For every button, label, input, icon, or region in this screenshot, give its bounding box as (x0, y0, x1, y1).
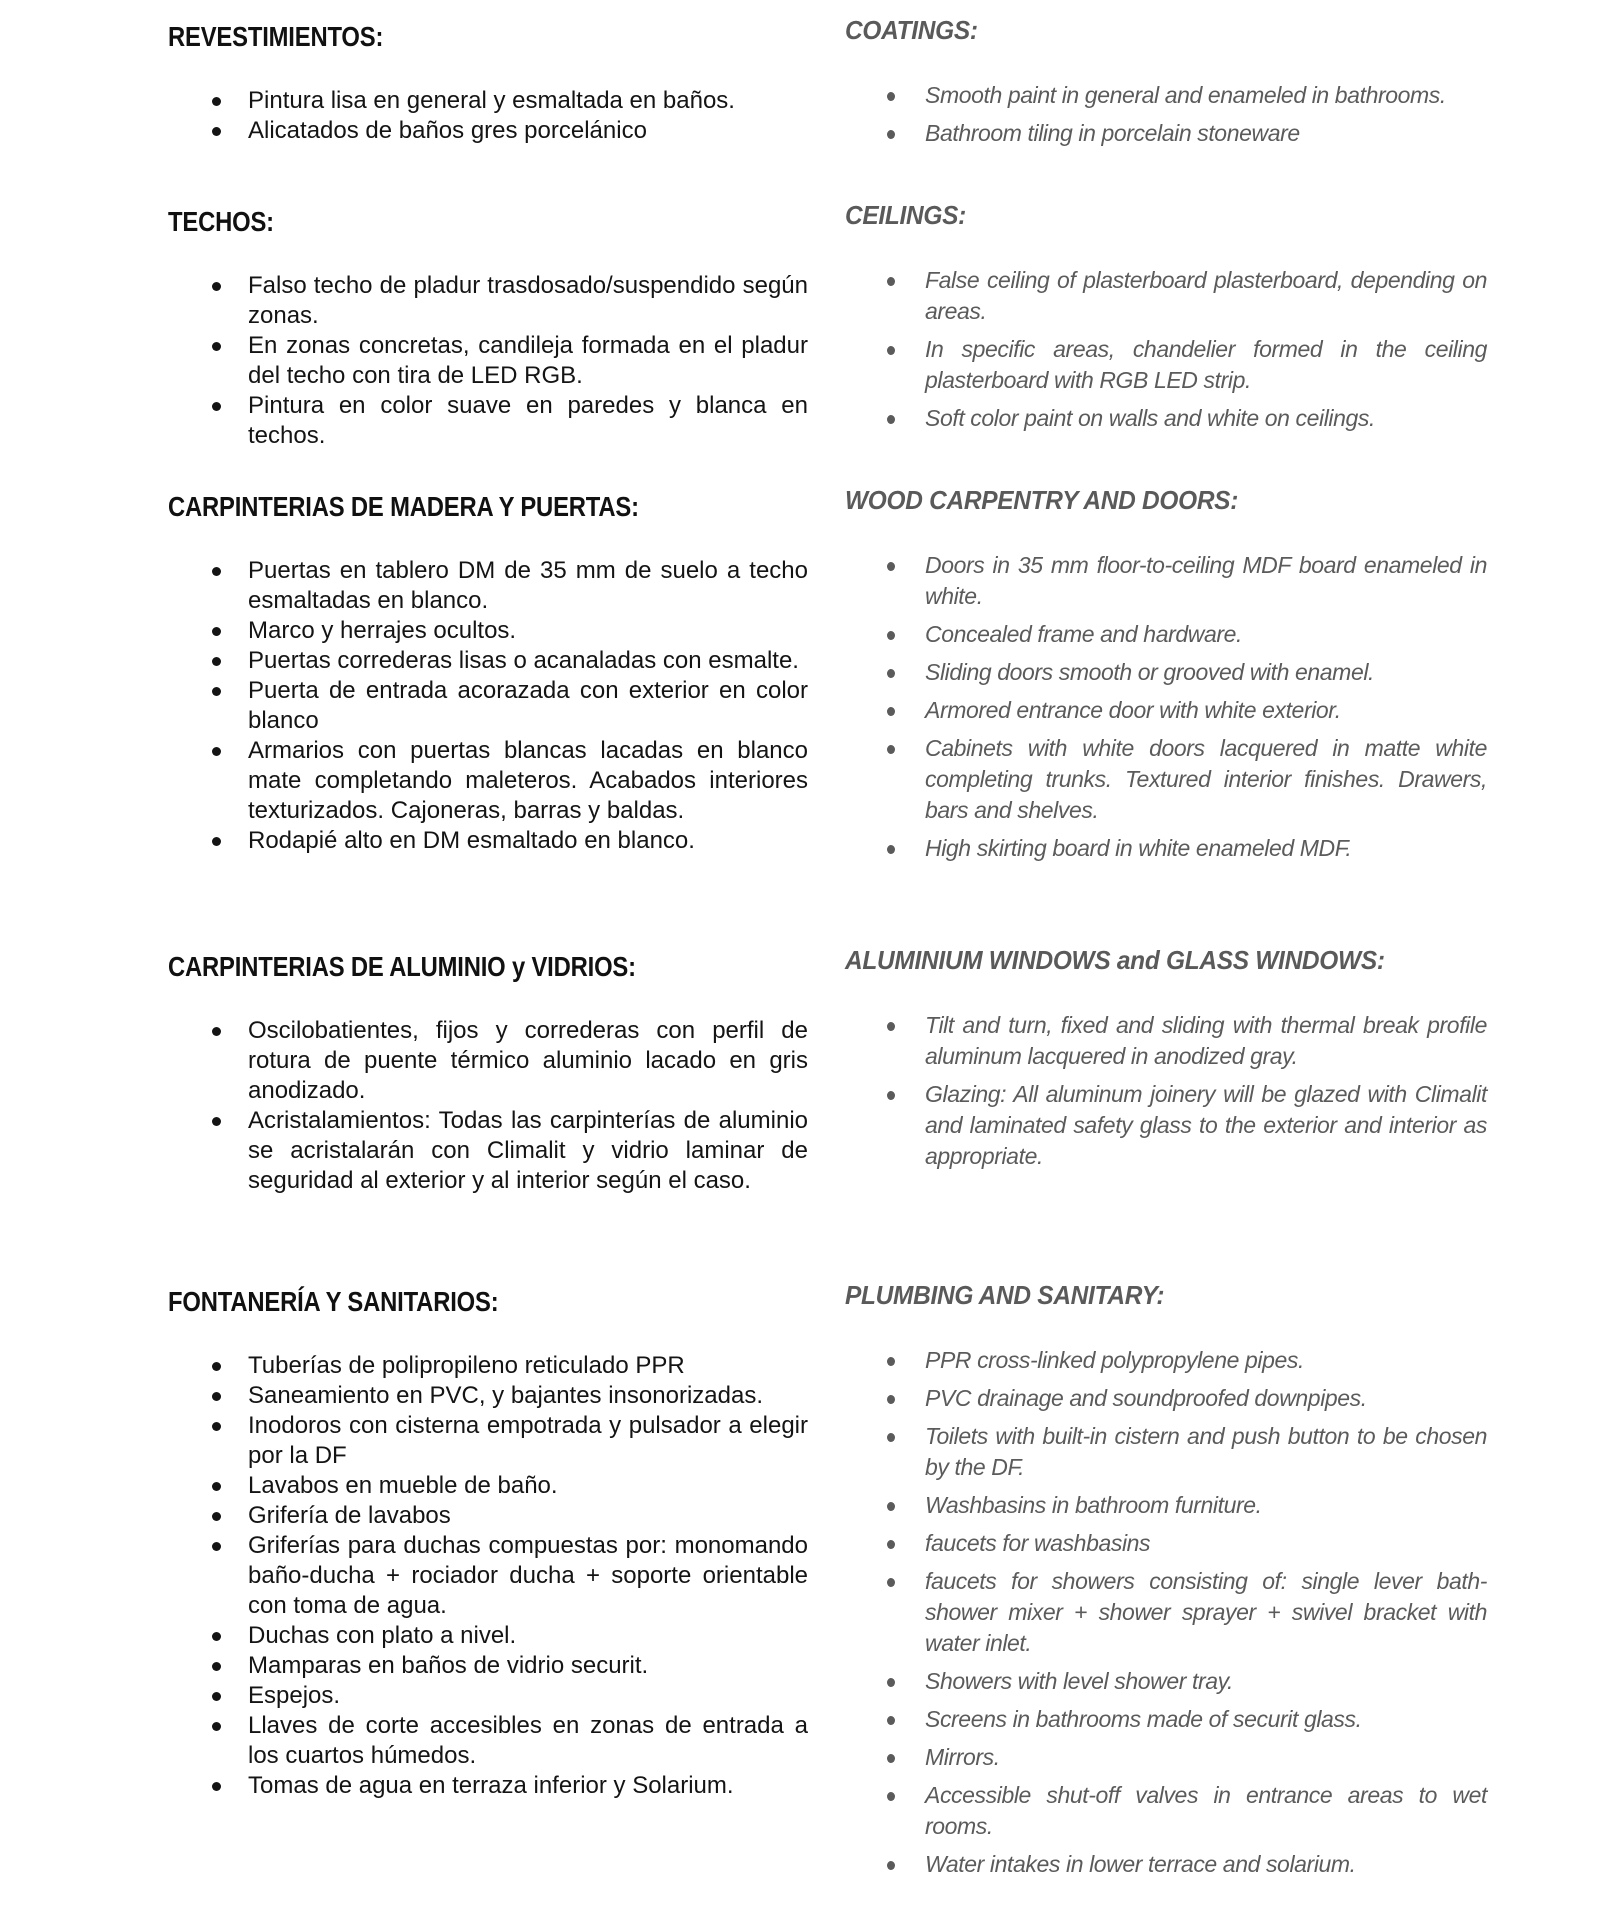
list-item: False ceiling of plasterboard plasterboard, depending on areas. (845, 265, 1487, 327)
list-item: Toilets with built-in cistern and push button to be chosen by the DF. (845, 1421, 1487, 1483)
list-item: Water intakes in lower terrace and solarium. (845, 1849, 1487, 1880)
list-item: faucets for showers consisting of: single lever bath-shower mixer + shower sprayer + swivel bracket with water inlet. (845, 1566, 1487, 1659)
section-column-spanish (168, 207, 808, 451)
list-item: High skirting board in white enameled MDF. (845, 833, 1487, 864)
list-item: Doors in 35 mm floor-to-ceiling MDF board enameled in white. (845, 550, 1487, 612)
list-item: Rodapié alto en DM esmaltado en blanco. (168, 826, 808, 856)
list-item: Accessible shut-off valves in entrance areas to wet rooms. (845, 1780, 1487, 1842)
section-heading-spanish: CARPINTERIAS DE ALUMINIO y VIDRIOS: (168, 951, 636, 982)
list-item: Espejos. (168, 1681, 808, 1711)
bullet-list-spanish (168, 271, 808, 451)
list-item: Glazing: All aluminum joinery will be glazed with Climalit and laminated safety glass to the exterior and interior as appropriate. (845, 1079, 1487, 1172)
list-item: Washbasins in bathroom furniture. (845, 1490, 1487, 1521)
section-column-english (845, 1279, 1487, 1887)
section-column-spanish (168, 22, 808, 146)
list-item: PPR cross-linked polypropylene pipes. (845, 1345, 1487, 1376)
list-item: Sliding doors smooth or grooved with enamel. (845, 657, 1487, 688)
section-heading-english: CEILINGS: (845, 200, 967, 230)
bullet-list-english (845, 265, 1487, 434)
section-column-spanish (168, 952, 808, 1196)
list-item: Inodoros con cisterna empotrada y pulsador a elegir por la DF (168, 1411, 808, 1471)
list-item: Showers with level shower tray. (845, 1666, 1487, 1697)
list-item: Mirrors. (845, 1742, 1487, 1773)
section-row (168, 1280, 1487, 1887)
list-item: Smooth paint in general and enameled in bathrooms. (845, 80, 1487, 111)
list-item: Bathroom tiling in porcelain stoneware (845, 118, 1487, 149)
section-row (168, 15, 1487, 156)
list-item: Cabinets with white doors lacquered in matte white completing trunks. Textured interior finishes. Drawers, bars and shelves. (845, 733, 1487, 826)
list-item: Tilt and turn, fixed and sliding with thermal break profile aluminum lacquered in anodized gray. (845, 1010, 1487, 1072)
bullet-list-spanish (168, 556, 808, 856)
list-item: PVC drainage and soundproofed downpipes. (845, 1383, 1487, 1414)
list-item: Concealed frame and hardware. (845, 619, 1487, 650)
list-item: Puerta de entrada acorazada con exterior en color blanco (168, 676, 808, 736)
list-item: Llaves de corte accesibles en zonas de entrada a los cuartos húmedos. (168, 1711, 808, 1771)
section-heading-english: ALUMINIUM WINDOWS and GLASS WINDOWS: (845, 945, 1385, 975)
section-heading-spanish: CARPINTERIAS DE MADERA Y PUERTAS: (168, 491, 639, 522)
list-item: Tuberías de polipropileno reticulado PPR (168, 1351, 808, 1381)
list-item: En zonas concretas, candileja formada en el pladur del techo con tira de LED RGB. (168, 331, 808, 391)
section-column-spanish (168, 1287, 808, 1801)
section-row (168, 485, 1487, 871)
list-item: Screens in bathrooms made of securit glass. (845, 1704, 1487, 1735)
section-heading-english: COATINGS: (845, 15, 978, 45)
list-item: Grifería de lavabos (168, 1501, 808, 1531)
section-column-english (845, 944, 1487, 1179)
sections-container (168, 15, 1487, 1887)
list-item: Marco y herrajes ocultos. (168, 616, 808, 646)
bullet-list-english (845, 550, 1487, 864)
list-item: Griferías para duchas compuestas por: monomando baño-ducha + rociador ducha + soporte orientable con toma de agua. (168, 1531, 808, 1621)
section-heading-spanish: FONTANERÍA Y SANITARIOS: (168, 1286, 499, 1317)
bullet-list-english (845, 1345, 1487, 1880)
list-item: Puertas correderas lisas o acanaladas con esmalte. (168, 646, 808, 676)
list-item: Pintura lisa en general y esmaltada en baños. (168, 86, 808, 116)
section-heading-english: WOOD CARPENTRY AND DOORS: (845, 485, 1239, 515)
list-item: Soft color paint on walls and white on ceilings. (845, 403, 1487, 434)
section-column-english (845, 199, 1487, 441)
section-column-spanish (168, 492, 808, 856)
list-item: Tomas de agua en terraza inferior y Solarium. (168, 1771, 808, 1801)
section-row (168, 200, 1487, 451)
section-heading-spanish: TECHOS: (168, 206, 274, 237)
bullet-list-spanish (168, 86, 808, 146)
list-item: Armored entrance door with white exterior. (845, 695, 1487, 726)
section-heading-spanish: REVESTIMIENTOS: (168, 21, 384, 52)
list-item: Pintura en color suave en paredes y blanca en techos. (168, 391, 808, 451)
bullet-list-english (845, 80, 1487, 149)
list-item: Duchas con plato a nivel. (168, 1621, 808, 1651)
section-column-english (845, 484, 1487, 871)
list-item: In specific areas, chandelier formed in the ceiling plasterboard with RGB LED strip. (845, 334, 1487, 396)
list-item: Mamparas en baños de vidrio securit. (168, 1651, 808, 1681)
list-item: Alicatados de baños gres porcelánico (168, 116, 808, 146)
list-item: Saneamiento en PVC, y bajantes insonorizadas. (168, 1381, 808, 1411)
list-item: Acristalamientos: Todas las carpinterías de aluminio se acristalarán con Climalit y vidrio laminar de seguridad al exterior y al interior según el caso. (168, 1106, 808, 1196)
section-row (168, 945, 1487, 1196)
bullet-list-spanish (168, 1016, 808, 1196)
section-heading-english: PLUMBING AND SANITARY: (845, 1280, 1165, 1310)
bullet-list-english (845, 1010, 1487, 1172)
bullet-list-spanish (168, 1351, 808, 1801)
list-item: Falso techo de pladur trasdosado/suspendido según zonas. (168, 271, 808, 331)
list-item: faucets for washbasins (845, 1528, 1487, 1559)
list-item: Oscilobatientes, fijos y correderas con perfil de rotura de puente térmico aluminio lacado en gris anodizado. (168, 1016, 808, 1106)
list-item: Puertas en tablero DM de 35 mm de suelo a techo esmaltadas en blanco. (168, 556, 808, 616)
list-item: Armarios con puertas blancas lacadas en blanco mate completando maleteros. Acabados interiores texturizados. Cajoneras, barras y baldas. (168, 736, 808, 826)
list-item: Lavabos en mueble de baño. (168, 1471, 808, 1501)
section-column-english (845, 14, 1487, 156)
